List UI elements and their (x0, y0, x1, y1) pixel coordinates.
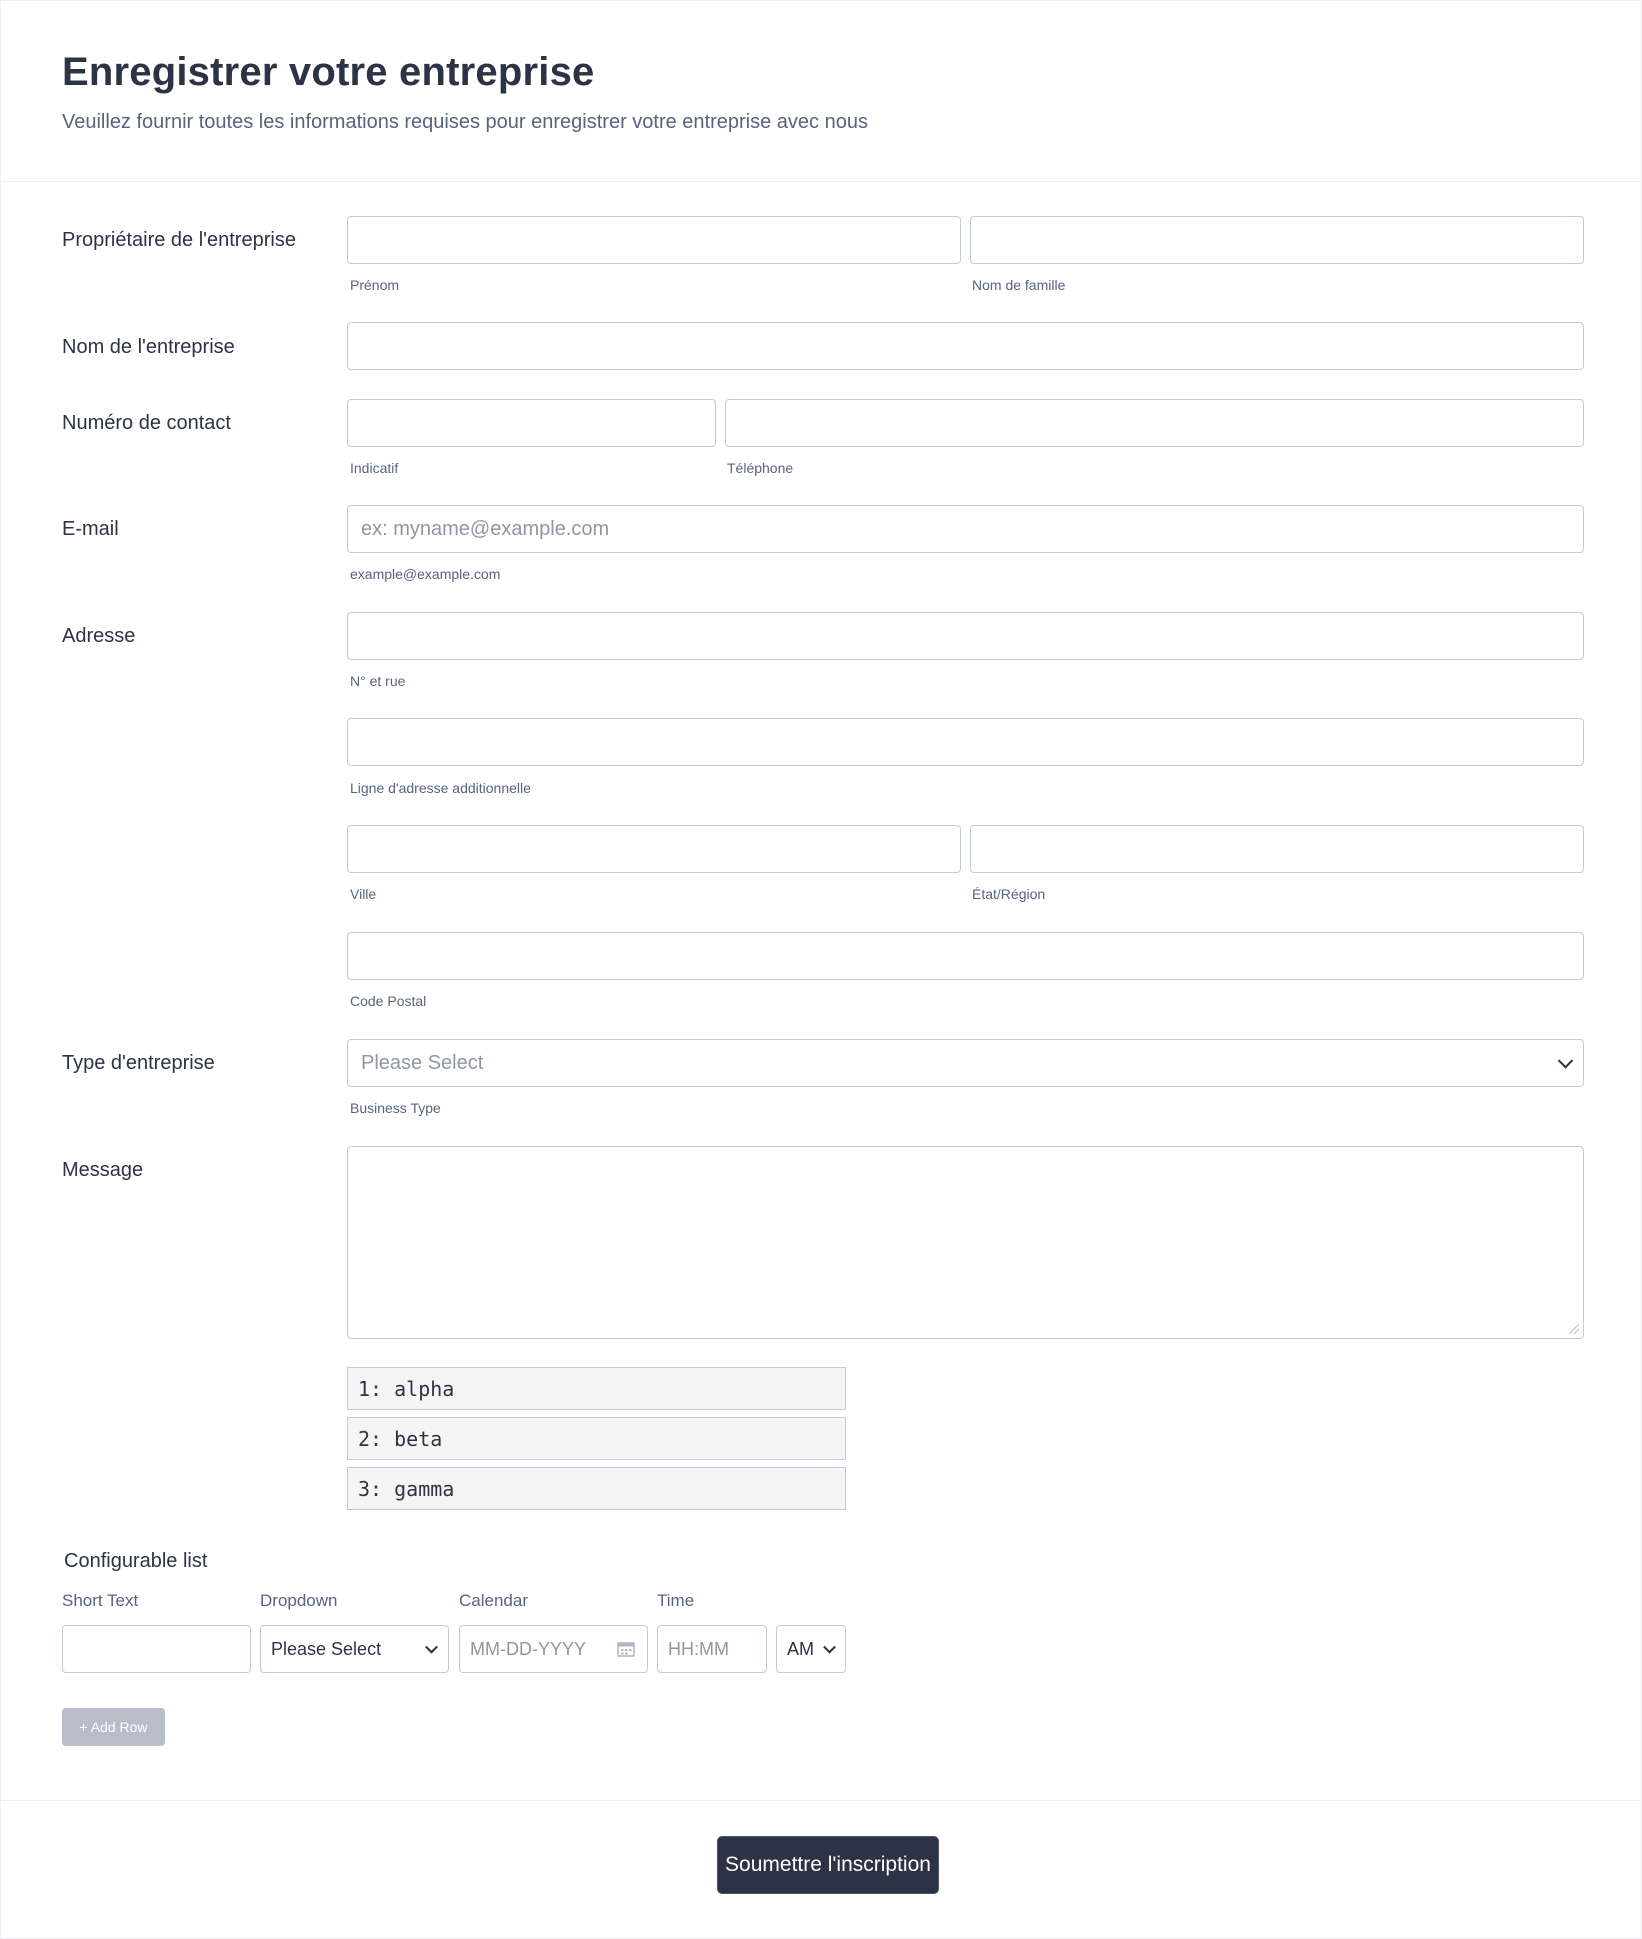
company-name-input[interactable] (347, 322, 1584, 370)
state-input[interactable] (970, 825, 1584, 873)
list-item[interactable]: 1: alpha (347, 1367, 846, 1410)
ampm-select[interactable] (776, 1625, 846, 1673)
zip-sublabel: Code Postal (350, 993, 427, 1009)
zip-input[interactable] (347, 932, 1584, 980)
list-item[interactable]: 3: gamma (347, 1467, 846, 1510)
ampm-value: AM (787, 1638, 814, 1659)
email-input[interactable]: ex: myname@example.com (347, 505, 1584, 553)
business-type-select[interactable] (347, 1039, 1584, 1087)
business-type-value: Please Select (361, 1051, 484, 1074)
form-header (62, 50, 868, 134)
add-row-button[interactable]: + Add Row (62, 1708, 165, 1746)
time-input[interactable] (657, 1625, 767, 1673)
calendar-input[interactable] (459, 1625, 648, 1673)
phone-sublabel: Téléphone (727, 460, 794, 476)
area-code-sublabel: Indicatif (350, 460, 399, 476)
message-textarea[interactable] (347, 1146, 1584, 1339)
email-label: E-mail (62, 518, 119, 540)
company-label: Nom de l'entreprise (62, 336, 235, 358)
street-sublabel: N° et rue (350, 673, 406, 689)
message-label: Message (62, 1159, 144, 1181)
short-text-input[interactable] (62, 1625, 251, 1673)
business-type-label: Type d'entreprise (62, 1052, 215, 1074)
resize-grip-icon[interactable] (1569, 1324, 1579, 1334)
column-header-time: Time (657, 1591, 695, 1610)
calendar-icon[interactable] (617, 1641, 635, 1657)
email-sublabel: example@example.com (350, 566, 501, 582)
first-name-sublabel: Prénom (350, 277, 400, 293)
chevron-down-icon (823, 1641, 836, 1654)
configurable-list-title: Configurable list (64, 1550, 208, 1572)
last-name-input[interactable] (970, 216, 1584, 264)
page-subtitle: Veuillez fournir toutes les informations requises pour enregistrer votre entreprise avec nous (62, 111, 868, 133)
state-sublabel: État/Région (972, 886, 1046, 902)
column-header-calendar: Calendar (459, 1591, 528, 1610)
chevron-down-icon (425, 1641, 438, 1654)
area-code-input[interactable] (347, 399, 716, 447)
page-title: Enregistrer votre entreprise (62, 50, 595, 94)
first-name-input[interactable] (347, 216, 961, 264)
contact-label: Numéro de contact (62, 412, 231, 434)
chevron-down-icon (1558, 1053, 1574, 1069)
address-line2-input[interactable] (347, 718, 1584, 766)
calendar-placeholder: MM-DD-YYYY (470, 1638, 586, 1659)
phone-input[interactable] (725, 399, 1584, 447)
city-input[interactable] (347, 825, 961, 873)
submit-button[interactable]: Soumettre l'inscription (717, 1836, 939, 1894)
time-placeholder: HH:MM (668, 1638, 729, 1659)
street-input[interactable] (347, 612, 1584, 660)
list-item[interactable]: 2: beta (347, 1417, 846, 1460)
business-type-sublabel: Business Type (350, 1100, 441, 1116)
owner-label: Propriétaire de l'entreprise (62, 229, 296, 251)
column-header-dropdown: Dropdown (260, 1591, 338, 1610)
city-sublabel: Ville (350, 886, 377, 902)
footer-divider (0, 1800, 1642, 1801)
address-line2-sublabel: Ligne d'adresse additionnelle (350, 780, 531, 796)
column-header-short-text: Short Text (62, 1591, 139, 1610)
last-name-sublabel: Nom de famille (972, 277, 1066, 293)
row-dropdown-select[interactable] (260, 1625, 449, 1673)
header-divider (0, 181, 1642, 182)
row-dropdown-value: Please Select (271, 1638, 382, 1659)
address-label: Adresse (62, 625, 136, 647)
